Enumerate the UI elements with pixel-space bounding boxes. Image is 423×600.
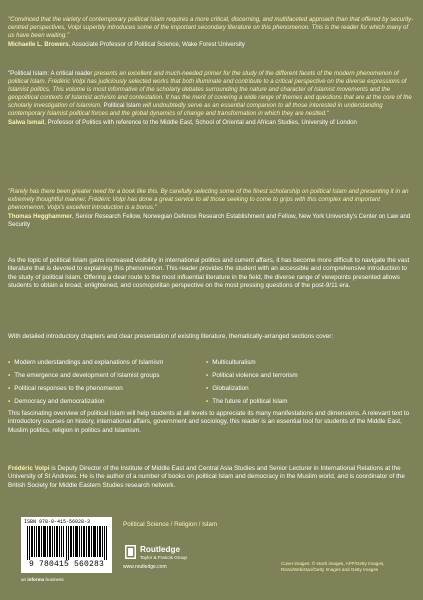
endorsement-1 xyxy=(8,16,415,49)
topic-label: Political responses to the phenomenon xyxy=(14,385,123,392)
list-item xyxy=(8,398,105,406)
routledge-logo-icon xyxy=(125,545,136,559)
topic-label: Multiculturalism xyxy=(212,359,256,366)
bullet-icon: • xyxy=(8,359,11,366)
endorsement-2 xyxy=(8,70,415,127)
bullet-icon: • xyxy=(206,372,209,379)
isbn-text: ISBN 978-0-415-56028-3 xyxy=(24,519,91,525)
author-bio xyxy=(8,465,415,490)
book-title-ref: Political Islam xyxy=(103,102,141,109)
endorser-role: , Associate Professor of Political Science, Wake Forest University xyxy=(68,41,245,48)
bullet-icon: • xyxy=(206,385,209,392)
endorser-name: Salwa Ismail xyxy=(8,119,45,126)
topic-label: Globalization xyxy=(212,385,249,392)
bullet-icon: • xyxy=(206,398,209,405)
endorsement-quote: "Rarely has there been greater need for a book like this. By carefully selecting some of the finest scholarship on political Islam and presenting it in an extremely thoughtful manner, Frédéric Volpi has done a great service to all those seeking to come to grips with this complex and important phenomenon. Volpi's excellent introduction is a bonus." xyxy=(8,188,409,211)
topic-label: Modern understandings and explanations of Islamism xyxy=(14,359,164,366)
list-item xyxy=(8,359,163,367)
ebiz-prefix: an xyxy=(21,577,28,582)
list-item xyxy=(206,385,249,393)
endorser-name: Thomas Hegghammer xyxy=(8,213,72,220)
endorsement-quote: "Convinced that the variety of contemporary political Islam requires a more critical, discerning, and multifaceted approach than that offered by security-centred perspectives, Volpi superbly introduces some of the important secondary literature on this phenomenon. This is the reader for which many of us have been waiting." xyxy=(8,16,414,39)
author-name: Frédéric Volpi xyxy=(8,465,50,472)
list-item xyxy=(206,372,298,380)
endorsement-quote xyxy=(8,70,415,118)
barcode xyxy=(21,517,112,573)
publisher-group: Taylor & Francis Group xyxy=(140,555,187,560)
publisher-website: www.routledge.com xyxy=(123,564,167,570)
topic-label: Political violence and terrorism xyxy=(212,372,298,379)
ebiz-brand: informa xyxy=(27,577,45,582)
topics-intro: With detailed introductory chapters and clear presentation of existing literature, thematically-arranged sections cover: xyxy=(8,333,334,340)
quote-mark: " xyxy=(8,70,11,77)
bullet-icon: • xyxy=(8,398,11,405)
publisher-name: Routledge xyxy=(140,545,181,554)
barcode-number: 9 780415 560283 xyxy=(28,560,104,569)
endorser-role: , Senior Research Fellow, Norwegian Defence Research Establishment and Fellow, New York University's Center on Law and Security xyxy=(8,213,411,228)
subject-categories: Political Science / Religion / Islam xyxy=(123,521,218,528)
closing-paragraph: This fascinating overview of political Islam will help students at all levels to appreciate its many manifestations and dimensions. A relevant text to introductory courses on history, international affairs, government and sociology, this reader is an essential tool for students of the Middle East, Muslim politics, religion in politics and Islamism. xyxy=(8,410,410,434)
topic-label: The future of political Islam xyxy=(212,398,288,405)
barcode-bars xyxy=(27,526,108,560)
topic-label: Democracy and democratization xyxy=(14,398,105,405)
list-item xyxy=(8,385,123,393)
endorser-name: Michaelle L. Browers xyxy=(8,41,69,48)
endorser-role: , Professor of Politics with reference to the Middle East, School of Oriental and African Studies, University of London xyxy=(44,119,357,126)
endorsement-3 xyxy=(8,188,415,229)
quote-text: presents an excellent and much-needed primer for the study of the different facets of the modern phenomenon of political Islam. Frédéric Volpi has judiciously selected works that both illuminate and contribute to a critical perspective on the diverse expressions of Islamist politics. This volume is most informative of the scholarly debates surrounding the nature and character of Islamist movements and the geopolitical contexts of Islamist activism and contestation. It has the merit of covering a wide range of themes and questions that are at the core of the scholarly investigation of Islamism. xyxy=(8,70,412,109)
ebiz-suffix: business xyxy=(44,577,64,582)
topic-label: The emergence and development of Islamist groups xyxy=(14,372,160,379)
endorsement-attribution xyxy=(8,41,415,49)
endorsement-attribution xyxy=(8,119,415,127)
list-item xyxy=(206,359,256,367)
bullet-icon: • xyxy=(8,372,11,379)
endorsement-attribution xyxy=(8,213,415,229)
list-item xyxy=(206,398,287,406)
bullet-icon: • xyxy=(8,385,11,392)
list-item xyxy=(8,372,159,380)
cover-image-credit: Cover images: © stock images, AFP/Getty Images, Reza/Webistan/Getty Images and Getty Images xyxy=(281,561,385,572)
bullet-icon: • xyxy=(206,359,209,366)
quote-text: will undoubtedly serve as an essential companion to all those interested in understanding contemporary Islamist political forces and the global dynamics of change and transformation in which they are nestled." xyxy=(8,102,383,117)
book-title-ref: Political Islam: A critical reader xyxy=(10,70,93,77)
author-bio-text: is Deputy Director of the Institute of Middle East and Central Asia Studies and Senior Lecturer in International Relations at the University of St Andrews. He is the author of a number of books on political Islam and democracy in the Muslim world, and is coordinator of the British Society for Middle Eastern Studies research network. xyxy=(8,465,405,489)
book-description: As the topic of political Islam gains increased visibility in international politics and current affairs, it has become more difficult to navigate the vast literature that is devoted to explaining this phenomenon. This reader provides the student with an accessible and comprehensive introduction to the study of political Islam. Offering a clear route to the most influential literature in the field, the diverse range of viewpoints presented allows students to obtain a broad, enlightened, and cosmopolitan perspective on the most pressing questions of the post-9/11 era. xyxy=(8,257,410,289)
informa-business-note xyxy=(21,577,64,582)
